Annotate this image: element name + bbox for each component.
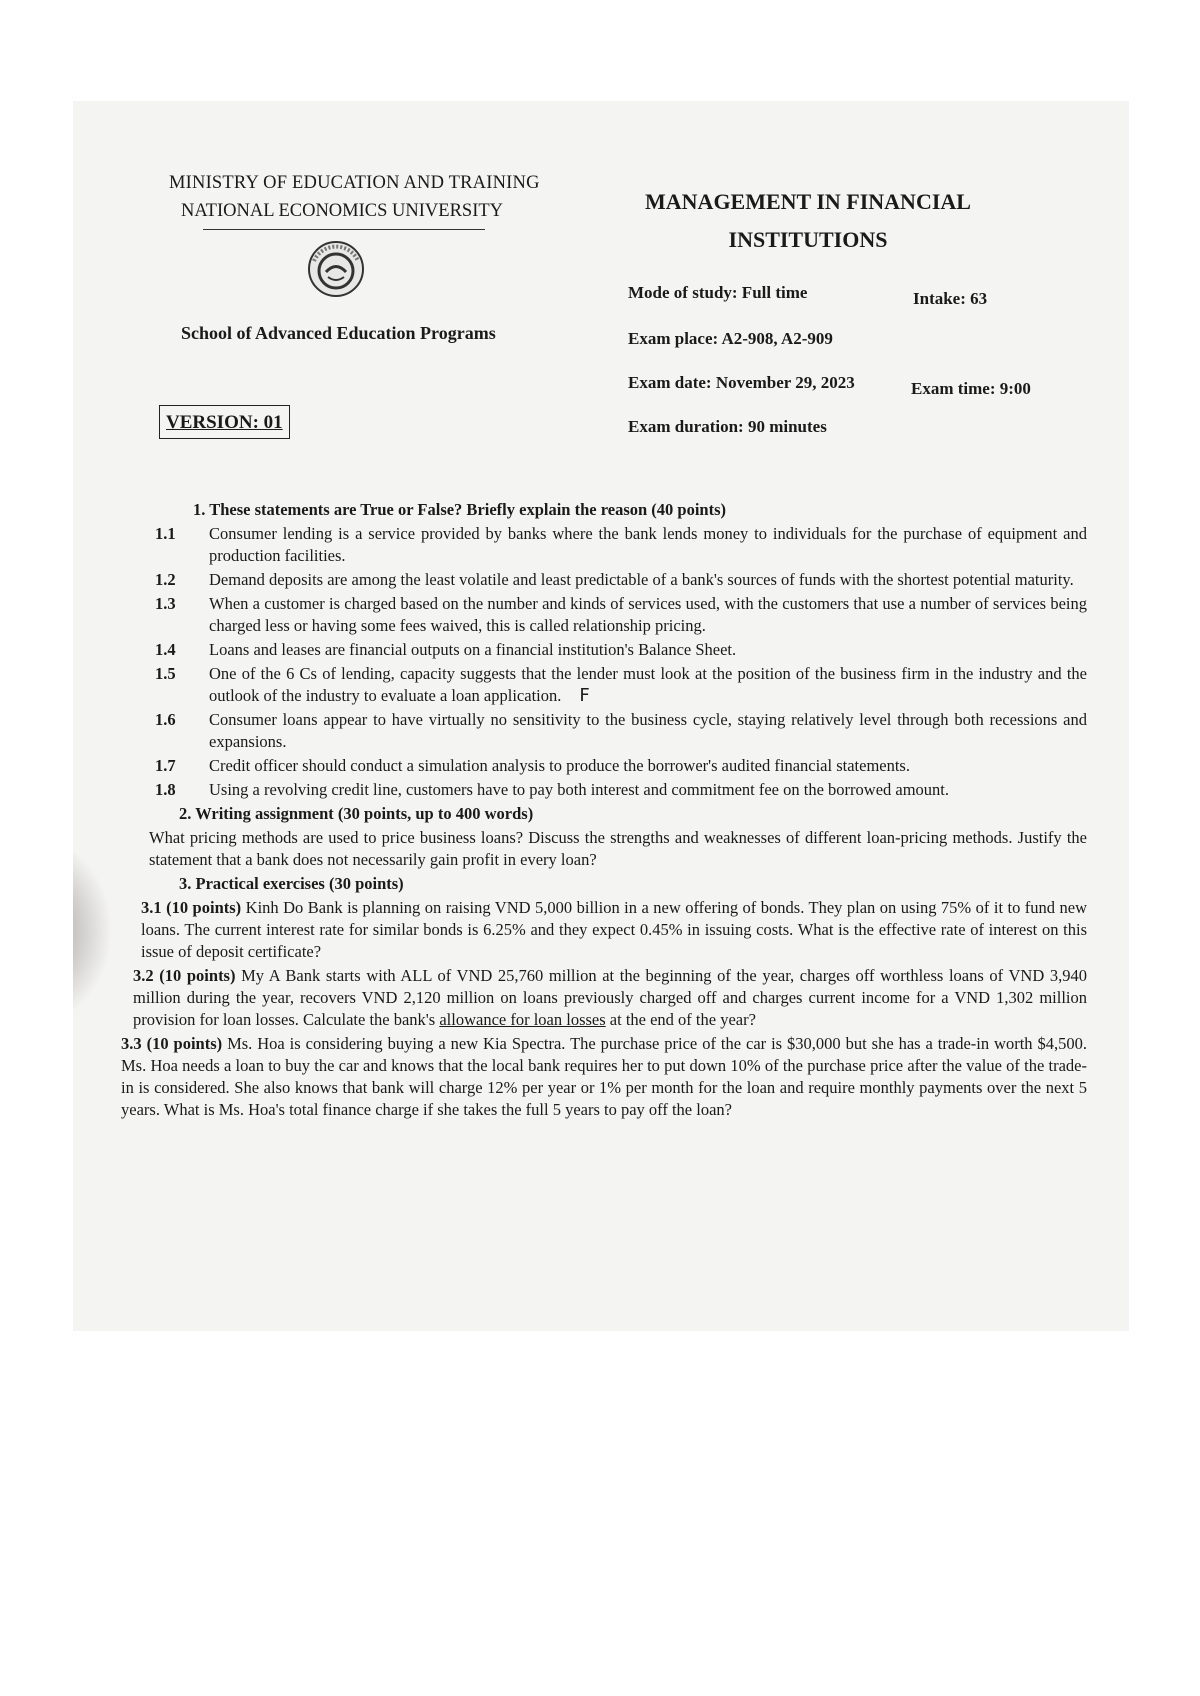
- question-1-6: [117, 709, 1087, 753]
- university-underline: [203, 229, 485, 230]
- section1-heading: 1. These statements are True or False? Briefly explain the reason (40 points): [193, 500, 727, 519]
- course-title-line2: INSTITUTIONS: [728, 227, 888, 252]
- question-text-body: One of the 6 Cs of lending, capacity suggests that the lender must look at the position of the business firm in the industry and the outlook of the industry to evaluate a loan application.: [209, 664, 1087, 705]
- version-label: VERSION: 01: [166, 412, 283, 433]
- question-text: Demand deposits are among the least volatile and least predictable of a bank's sources of funds with the shortest potential maturity.: [209, 570, 1074, 589]
- question-number: 1.2: [155, 570, 176, 589]
- question-text: Loans and leases are financial outputs on a financial institution's Balance Sheet.: [209, 640, 737, 659]
- question-text: [201, 663, 1087, 707]
- intake: Intake: 63: [913, 289, 988, 308]
- version-box: [159, 405, 290, 439]
- finger-shadow: [73, 836, 113, 1026]
- mode-of-study: Mode of study: Full time: [628, 283, 808, 302]
- question-number: 1.4: [155, 640, 176, 659]
- question-text: Consumer lending is a service provided by banks where the bank lends money to individuals for the purchase of equipment and production facilities.: [209, 524, 1087, 565]
- question-text: When a customer is charged based on the number and kinds of services used, with the customers that use a number of services being charged less or having some fees waived, this is called relationship pricing.: [209, 594, 1087, 635]
- question-number: 1.3: [155, 594, 176, 613]
- school-name: School of Advanced Education Programs: [181, 323, 496, 343]
- exam-sheet: [73, 101, 1129, 1331]
- question-1-2: [117, 569, 1087, 591]
- exercise-text: My A Bank starts with ALL of VND 25,760 million at the beginning of the year, charges off worthless loans of VND 3,940 million during the year, recovers VND 2,120 million on loans previously charged off and charges current income for a VND 1,302 million provision for loan losses. Calculate the bank's: [133, 966, 1088, 1029]
- exercise-3-2: [117, 965, 1087, 1031]
- question-1-5: [117, 663, 1087, 707]
- course-title-line1: MANAGEMENT IN FINANCIAL: [645, 189, 971, 214]
- exam-place: Exam place: A2-908, A2-909: [628, 329, 833, 348]
- exam-date: Exam date: November 29, 2023: [628, 373, 855, 392]
- exercise-label: 3.2 (10 points): [133, 966, 236, 985]
- exercise-text-end: at the end of the year?: [605, 1010, 756, 1029]
- question-number: 1.5: [155, 664, 176, 683]
- exercise-label: 3.3 (10 points): [121, 1034, 223, 1053]
- question-number: 1.1: [155, 524, 176, 543]
- ministry-name: MINISTRY OF EDUCATION AND TRAINING: [169, 173, 540, 193]
- question-1-7: [117, 755, 1087, 777]
- exam-time: Exam time: 9:00: [911, 379, 1031, 398]
- question-number: 1.6: [155, 710, 176, 729]
- exercise-text: Kinh Do Bank is planning on raising VND 5,000 billion in a new offering of bonds. They plan on using 75% of it to fund new loans. The current interest rate for similar bonds is 6.25% and they expect 0.45% in issuing costs. What is the effective rate of interest on this issue of deposit certificate?: [141, 898, 1088, 961]
- question-1-8: [117, 779, 1087, 801]
- question-1-1: [117, 523, 1087, 567]
- exercise-3-1: [117, 897, 1087, 963]
- question-text: Credit officer should conduct a simulation analysis to produce the borrower's audited financial statements.: [209, 756, 910, 775]
- question-text: Consumer loans appear to have virtually no sensitivity to the business cycle, staying relatively level through both recessions and expansions.: [209, 710, 1087, 751]
- section3-heading: 3. Practical exercises (30 points): [179, 874, 404, 893]
- handwritten-mark: F: [579, 685, 590, 706]
- question-text: Using a revolving credit line, customers have to pay both interest and commitment fee on the borrowed amount.: [209, 780, 950, 799]
- course-title: [628, 183, 988, 259]
- exam-duration: Exam duration: 90 minutes: [628, 417, 827, 436]
- university-seal-icon: [306, 239, 366, 299]
- section2-heading: 2. Writing assignment (30 points, up to 400 words): [179, 804, 534, 823]
- exercise-label: 3.1 (10 points): [141, 898, 242, 917]
- exam-content: [117, 499, 1087, 1123]
- exercise-underlined-term: allowance for loan losses: [439, 1010, 606, 1029]
- question-1-4: [117, 639, 1087, 661]
- university-name: NATIONAL ECONOMICS UNIVERSITY: [181, 201, 504, 221]
- question-number: 1.7: [155, 756, 176, 775]
- section2-text: What pricing methods are used to price business loans? Discuss the strengths and weaknesses of different loan-pricing methods. Justify the statement that a bank does not necessarily gain profit in every loan?: [149, 828, 1087, 869]
- exercise-3-3: [117, 1033, 1087, 1121]
- question-number: 1.8: [155, 780, 176, 799]
- exercise-text: Ms. Hoa is considering buying a new Kia Spectra. The purchase price of the car is $30,000 but she has a trade-in worth $4,500. Ms. Hoa needs a loan to buy the car and knows that the local bank requires her to put down 10% of the purchase price after the value of the trade-in is considered. She also knows that bank will charge 12% per year or 1% per month for the loan and require monthly payments over the next 5 years. What is Ms. Hoa's total finance charge if she takes the full 5 years to pay off the loan?: [121, 1034, 1088, 1119]
- question-1-3: [117, 593, 1087, 637]
